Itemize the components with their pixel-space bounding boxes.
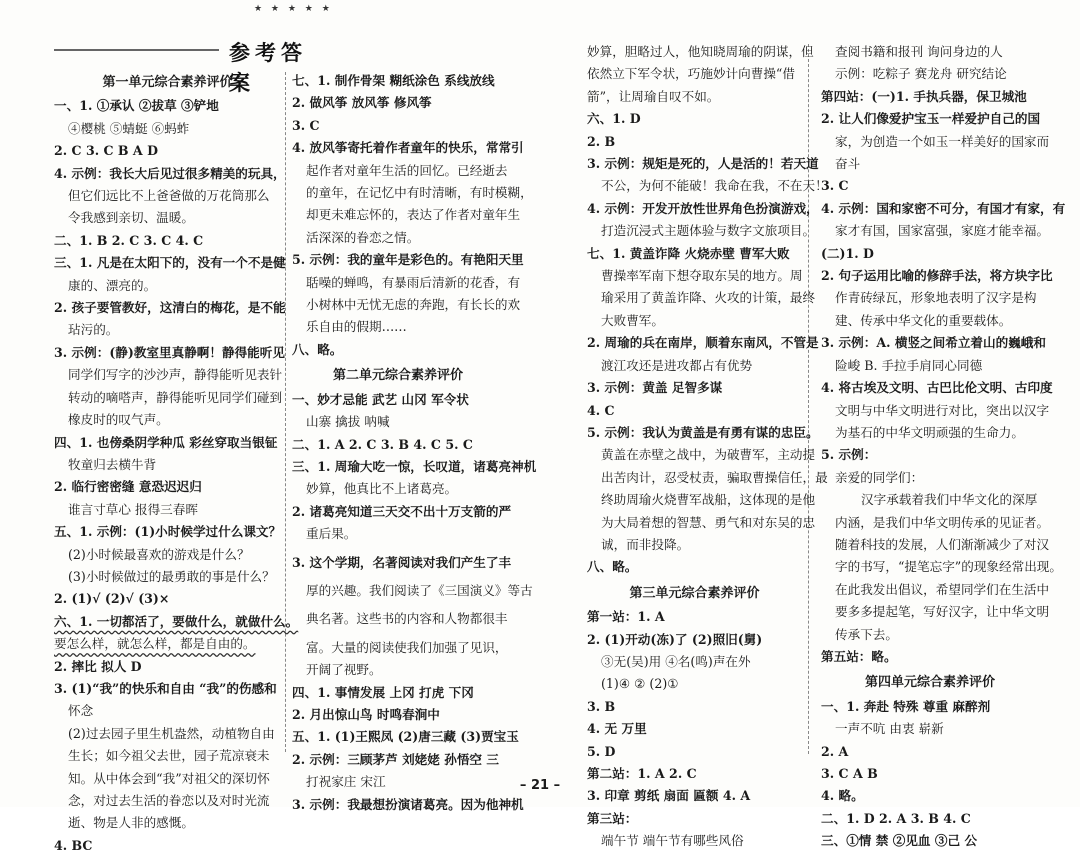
answer-line: 3. 示例：(静)教室里真静啊！静得能听见 — [54, 344, 285, 360]
answer-line: 险峻 B. 手拉手肩同心同德 — [835, 357, 983, 373]
answer-line: 示例：吃粽子 赛龙舟 研究结论 — [835, 66, 1007, 82]
answer-line: 四、1. 也傍桑阴学种瓜 彩丝穿取当银钲 — [54, 434, 278, 450]
answer-line: 要怎么样，就怎么样，都是自由的。 — [54, 636, 256, 652]
answer-line: 4. 将古埃及文明、古巴比伦文明、古印度 — [821, 380, 1053, 396]
answer-line: 八、略。 — [587, 559, 638, 575]
answer-line: 2. 示例：三顾茅芦 刘姥姥 孙悟空 三 — [292, 751, 499, 767]
answer-line: 依然立下军令状，巧施妙计向曹操“借 — [587, 66, 795, 82]
answer-line: (二)1. D — [821, 245, 874, 261]
answer-line: 一声不吭 由衷 崭新 — [835, 721, 944, 737]
answer-line: 三、1. 凡是在太阳下的，没有一个不是健 — [54, 255, 286, 271]
answer-line: 5. 示例： — [821, 447, 877, 463]
answer-line: 打造沉浸式主题体验与数字文旅项目。 — [601, 223, 816, 239]
answer-line: 4. 略。 — [821, 788, 864, 804]
answer-line: 诚，而非投降。 — [601, 536, 690, 552]
answer-line: 3. 示例：规矩是死的，人是活的！若天道 — [587, 156, 819, 172]
answer-line: 转动的嘀嗒声，静得能听见同学们碰到 — [68, 389, 283, 405]
answer-line: 3. 示例：A. 横竖之间希立着山的巍峨和 — [821, 335, 1046, 351]
answer-line: 四、1. 事情发展 上冈 打虎 下冈 — [292, 684, 474, 700]
answer-line: 2. C 3. C B A D — [54, 143, 158, 159]
answer-line: (2)小时候最喜欢的游戏是什么？ — [68, 546, 250, 562]
answer-line: 4. 无 万里 — [587, 721, 647, 737]
answer-line: 字的书写，“提笔忘字”的现象经常出现。 — [835, 559, 1062, 575]
answer-line: 曹操率军南下想夺取东吴的地方。周 — [601, 268, 803, 284]
answer-line: 为大局着想的智慧、勇气和对东吴的忠 — [601, 514, 816, 530]
answer-line: 亲爱的同学们： — [835, 469, 924, 485]
answer-line: 三、1. 周瑜大吃一惊，长叹道，诸葛亮神机 — [292, 458, 537, 474]
answer-line: 家才有国，国家富强，家庭才能幸福。 — [835, 223, 1050, 239]
answer-line: 3. C A B — [821, 766, 878, 781]
answer-line: 第五站：略。 — [821, 648, 897, 664]
answer-line: 生长；如今祖父去世，园子荒凉衰未 — [68, 748, 270, 764]
answer-line: 要多多提起笔，写好汉字，让中华文明 — [835, 604, 1050, 620]
section-title: 第一单元综合素养评价 — [102, 75, 233, 90]
answer-line: 3. (1)“我”的快乐和自由 “我”的伤感和 — [54, 680, 277, 696]
answer-line: 令我感到亲切、温暖。 — [68, 210, 194, 226]
answer-line: 2. 月出惊山鸟 时鸣春涧中 — [292, 706, 440, 722]
answer-line: 第三站： — [587, 810, 638, 826]
answer-line: 谁言寸草心 报得三春晖 — [68, 501, 198, 517]
answer-line: 3. 印章 剪纸 扇面 匾额 4. A — [587, 788, 751, 804]
answer-line: 小树林中无忧无虑的奔跑，有长长的欢 — [306, 297, 521, 313]
decorative-stars: ★ ★ ★ ★ ★ — [254, 4, 333, 14]
answer-line: 2. 做风筝 放风筝 修风筝 — [292, 95, 432, 111]
answer-line: 黄盖在赤壁之战中，为破曹军，主动提 — [601, 447, 816, 463]
answer-line: 2. 临行密密缝 意恐迟迟归 — [54, 479, 202, 495]
answer-line: 第二站：1. A 2. C — [587, 766, 697, 781]
answer-line: 不公，为何不能破！我命在我，不在天！ — [601, 178, 828, 194]
answer-line: 第一站：1. A — [587, 609, 665, 625]
answer-line: 山寨 擒拔 呐喊 — [306, 414, 390, 430]
answer-line: 4. 示例：开发开放性世界角色扮演游戏， — [587, 200, 819, 216]
answer-line: 3. C — [821, 178, 849, 194]
answer-line: 2. B — [587, 133, 616, 149]
answer-line: ③无(吴)用 ④名(鸣)声在外 — [601, 653, 751, 669]
answer-line: 牧童归去横牛背 — [68, 456, 157, 472]
answer-line: 一、妙才忌能 武艺 山冈 军令状 — [292, 391, 469, 407]
answer-line: 富。大量的阅读使我们加强了见识， — [306, 639, 508, 655]
answer-line: 2. 让人们像爱护宝玉一样爱护自己的国 — [821, 111, 1041, 127]
answer-line: 5. D — [587, 743, 616, 759]
answer-line: 七、1. 制作骨架 糊纸涂色 系线放线 — [292, 73, 495, 88]
column-divider — [808, 44, 809, 754]
answer-line: 在此我发出倡议，希望同学们在生活中 — [835, 581, 1050, 597]
answer-line: 活深深的眷恋之情。 — [306, 229, 420, 245]
answer-line: 3. 示例：黄盖 足智多谋 — [587, 380, 723, 396]
answer-line: 怀念 — [68, 703, 94, 719]
answer-line: 却更未难忘怀的，表达了作者对童年生 — [306, 207, 521, 223]
answer-line: 5. 示例：我的童年是彩色的。有艳阳天里 — [292, 252, 524, 268]
answer-line: 同学们写字的沙沙声，静得能听见表针 — [68, 367, 283, 383]
answer-line: 3. 示例：我最想扮演诸葛亮。因为他神机 — [292, 796, 524, 812]
answer-line: 汉字承载着我们中华文化的深厚 — [861, 492, 1038, 508]
answer-line: 2. 诸葛亮知道三天交不出十万支箭的严 — [292, 503, 512, 519]
answer-line: 大败曹军。 — [601, 312, 664, 328]
answer-line: 为基石的中华文明顽强的生命力。 — [835, 424, 1024, 440]
answer-line: 五、1. 示例：(1)小时候学过什么课文？ — [54, 524, 282, 540]
page-number: – 21 – — [519, 778, 561, 793]
answer-line: 查阅书籍和报刊 询问身边的人 — [835, 44, 1003, 59]
answer-line: 五、1. (1)王熙凤 (2)唐三藏 (3)贾宝玉 — [292, 729, 519, 745]
answer-line: 4. 示例：我长大后见过很多精美的玩具， — [54, 165, 286, 181]
answer-line: 传承下去。 — [835, 626, 898, 642]
answer-line: 第四站：(一)1. 手执兵器，保卫城池 — [821, 88, 1027, 104]
answer-line: 2. 摔比 拟人 D — [54, 658, 142, 674]
answer-line: 逝、物是人非的感慨。 — [68, 815, 194, 831]
answer-line: 一、1. 奔赴 特殊 尊重 麻醉剂 — [821, 698, 991, 714]
answer-line: 打祝家庄 宋江 — [306, 774, 386, 790]
answer-line: 二、1. B 2. C 3. C 4. C — [54, 232, 204, 248]
answer-line: 随着科技的发展，人们渐渐减少了对汉 — [835, 536, 1050, 552]
answer-line: 乐自由的假期…… — [306, 319, 407, 335]
column-2 — [292, 70, 537, 816]
section-title: 第三单元综合素养评价 — [629, 585, 760, 601]
answer-line: 4. 示例：国和家密不可分，有国才有家，有 — [821, 200, 1066, 216]
answer-line: (3)小时候做过的最勇敢的事是什么？ — [68, 568, 275, 584]
answer-line: 的童年，在记忆中有时清晰，有时模糊， — [306, 185, 533, 201]
answer-line: (2)过去园子里生机盎然，动植物自由 — [68, 725, 275, 741]
answer-line: 出苦肉计，忍受杖责，骗取曹操信任，最 — [601, 469, 828, 485]
answer-line: 典名著。这些书的内容和人物都很丰 — [306, 611, 508, 627]
answer-line: 家，为创造一个如玉一样美好的国家而 — [835, 133, 1050, 149]
answer-line: 二、1. D 2. A 3. B 4. C — [821, 810, 971, 826]
answer-line: 妙算，胆略过人，他知晓周瑜的阴谋，但 — [587, 44, 814, 59]
answer-line: 5. 示例：我认为黄盖是有勇有谋的忠臣。 — [587, 424, 819, 440]
answer-line: 2. 句子运用比喻的修辞手法，将方块字比 — [821, 268, 1053, 284]
answer-line: 端午节 端午节有哪些风俗 — [601, 833, 744, 849]
column-4 — [821, 41, 1066, 853]
answer-line: 二、1. A 2. C 3. B 4. C 5. C — [292, 436, 473, 452]
answer-line: 文明与中华文明进行对比，突出以汉字 — [835, 402, 1050, 418]
answer-line: 玷污的。 — [68, 322, 119, 338]
answer-line: 4. BC — [54, 837, 93, 853]
answer-line: ④樱桃 ⑤蜻蜓 ⑥蚂蚱 — [68, 120, 190, 136]
answer-line: 内涵，是我们中华文明传承的见证者。 — [835, 514, 1050, 530]
answer-line: 4. C — [587, 402, 615, 418]
answer-line: 厚的兴趣。我们阅读了《三国演义》等古 — [306, 582, 533, 598]
answer-line: 4. 放风筝寄托着作者童年的快乐，常常引 — [292, 140, 524, 156]
answer-line: 橡皮时的叹气声。 — [68, 412, 169, 428]
answer-line: 知。从中体会到“我”对祖父的深切怀 — [68, 770, 270, 786]
answer-line: 起作者对童年生活的回忆。已经逝去 — [306, 162, 508, 178]
answer-line: 箭”，让周瑜自叹不如。 — [587, 88, 720, 104]
answer-line: 3. 这个学期，名著阅读对我们产生了丰 — [292, 554, 512, 570]
answer-line: 3. B — [587, 698, 616, 714]
answer-line: 渡江攻还是进攻都占有优势 — [601, 357, 753, 373]
answer-line: 2. (1)√ (2)√ (3)× — [54, 591, 170, 607]
answer-line: 但它们远比不上爸爸做的万花筒那么 — [68, 188, 270, 204]
answer-line: 建、传承中华文化的重要载体。 — [835, 312, 1012, 328]
answer-line: 康的、漂亮的。 — [68, 277, 157, 293]
answer-line: 2. 周瑜的兵在南岸，顺着东南风，不管是 — [587, 335, 819, 351]
column-1 — [54, 38, 299, 857]
page-title: 参考答案 — [229, 41, 307, 95]
answer-line: 3. C — [292, 117, 320, 133]
answer-line: 2. (1)开动(冻)了 (2)照旧(舅) — [587, 631, 763, 647]
answer-line: 一、1. ①承认 ②拔草 ③铲地 — [54, 98, 219, 114]
section-title: 第四单元综合素养评价 — [864, 675, 995, 691]
answer-line: 聒噪的蝉鸣，有暴雨后清新的花香，有 — [306, 274, 521, 290]
section-title: 第二单元综合素养评价 — [332, 368, 463, 384]
answer-line: (1)④ ② (2)① — [601, 676, 679, 692]
answer-line: 瑜采用了黄盖诈降、火攻的计策，最终 — [601, 290, 816, 306]
answer-line: 念，对过去生活的眷恋以及对时光流 — [68, 793, 270, 808]
answer-line: 八、略。 — [292, 341, 343, 357]
answer-line: 终助周瑜火烧曹军战船，这体现的是他 — [601, 492, 816, 508]
answer-line: 开阔了视野。 — [306, 662, 382, 678]
answer-line: 六、1. D — [587, 111, 641, 127]
answer-line: 2. A — [821, 743, 849, 759]
answer-line: 重后果。 — [306, 526, 357, 542]
answer-line: 七、1. 黄盖诈降 火烧赤壁 曹军大败 — [587, 245, 790, 261]
answer-line: 六、1. 一切都活了，要做什么，就做什么。 — [54, 613, 299, 629]
answer-line: 2. 孩子要管教好，这清白的梅花，是不能 — [54, 300, 286, 316]
column-3 — [587, 41, 828, 853]
answer-line: 作青砖绿瓦，形象地表明了汉字是构 — [835, 290, 1037, 306]
answer-line: 三、①情 禁 ②见血 ③己 公 — [821, 833, 978, 849]
answer-line: 妙算，他真比不上诸葛亮。 — [306, 481, 458, 497]
answer-line: 奋斗 — [835, 156, 861, 172]
